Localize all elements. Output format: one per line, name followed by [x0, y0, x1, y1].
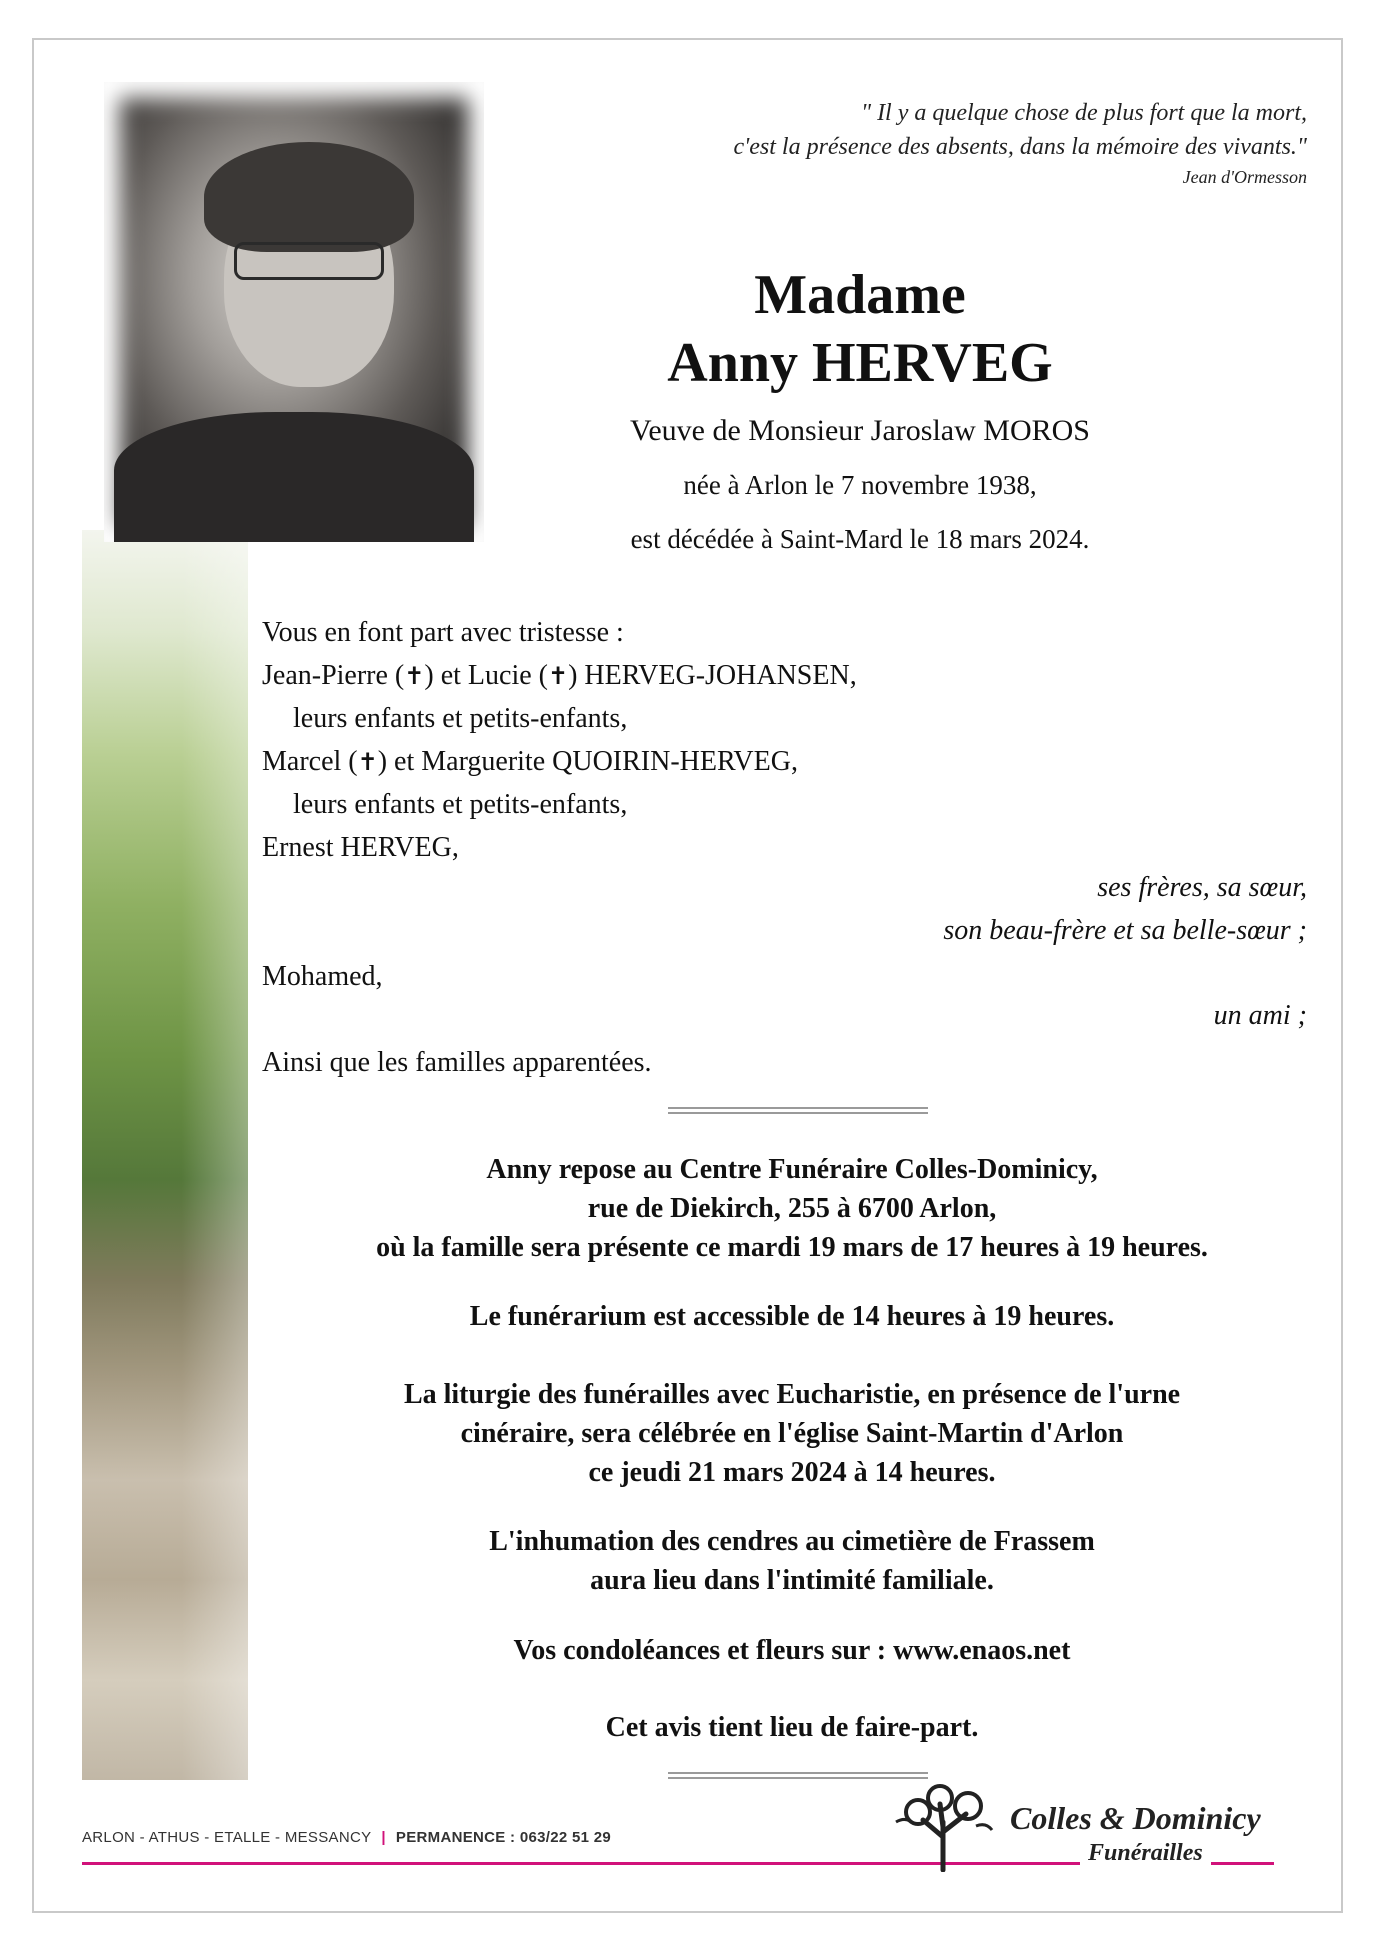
liturgy-details: [262, 1375, 1322, 1492]
viewing-line-3: où la famille sera présente ce mardi 19 mars de 17 heures à 19 heures.: [376, 1232, 1208, 1263]
quote-line-2: c'est la présence des absents, dans la mémoire des vivants.": [733, 134, 1307, 160]
funerarium-hours: Le funérarium est accessible de 14 heures à 19 heures.: [469, 1301, 1115, 1332]
family-line-1-part-a: Jean-Pierre (: [262, 660, 405, 691]
widow-of-line: Veuve de Monsieur Jaroslaw MOROS: [630, 414, 1090, 447]
salutation: Madame: [754, 264, 966, 326]
liturgy-line-1: La liturgie des funérailles avec Eucharistie, en présence de l'urne: [403, 1379, 1181, 1410]
condolences-line: Vos condoléances et fleurs sur : www.enaos.net: [513, 1635, 1071, 1666]
family-line-5: Ernest HERVEG,: [262, 832, 459, 863]
divider: [668, 1107, 928, 1114]
announcement-intro: Vous en font part avec tristesse :: [262, 617, 624, 648]
cross-icon: ✝: [547, 662, 569, 690]
family-line-3-part-a: Marcel (: [262, 746, 358, 777]
burial-details: [262, 1522, 1322, 1600]
relation-line-2: son beau-frère et sa belle-sœur ;: [943, 915, 1307, 946]
forest-path-image: [82, 530, 248, 1780]
permanence-phone: PERMANENCE : 063/22 51 29: [395, 1829, 611, 1846]
burial-line-2: aura lieu dans l'intimité familiale.: [590, 1565, 994, 1596]
portrait-photo: [104, 82, 484, 542]
quote-author: Jean d'Ormesson: [1182, 167, 1307, 187]
burial-line-1: L'inhumation des cendres au cimetière de Frassem: [489, 1526, 1095, 1557]
viewing-details: [262, 1150, 1322, 1267]
family-line-1-part-b: ) et Lucie (: [424, 660, 548, 691]
divider: [668, 1772, 928, 1779]
footer-info: [82, 1829, 611, 1846]
friend-relation: un ami ;: [1213, 1000, 1307, 1031]
liturgy-line-2: cinéraire, sera célébrée en l'église Saint-Martin d'Arlon: [460, 1418, 1124, 1449]
brand-name: Colles & Dominicy: [1010, 1800, 1261, 1836]
family-line-3-part-b: ) et Marguerite QUOIRIN-HERVEG,: [377, 746, 798, 777]
cross-icon: ✝: [357, 748, 378, 776]
notice-line: Cet avis tient lieu de faire-part.: [605, 1712, 979, 1743]
birth-line: née à Arlon le 7 novembre 1938,: [683, 470, 1037, 500]
footer-separator: |: [381, 1829, 386, 1846]
family-line-1: [262, 655, 857, 697]
family-line-3: [262, 741, 798, 783]
closing-line: Ainsi que les familles apparentées.: [262, 1047, 652, 1078]
brand-subtitle: Funérailles: [1080, 1840, 1211, 1867]
family-line-2: leurs enfants et petits-enfants,: [293, 703, 628, 734]
epigraph-quote: [733, 96, 1307, 190]
liturgy-line-3: ce jeudi 21 mars 2024 à 14 heures.: [588, 1457, 996, 1488]
locations-text: ARLON - ATHUS - ETALLE - MESSANCY: [82, 1829, 372, 1846]
death-line: est décédée à Saint-Mard le 18 mars 2024.: [630, 524, 1090, 554]
deceased-name: Anny HERVEG: [667, 332, 1053, 394]
viewing-line-2: rue de Diekirch, 255 à 6700 Arlon,: [587, 1193, 997, 1224]
family-line-4: leurs enfants et petits-enfants,: [293, 789, 628, 820]
cross-icon: ✝: [404, 662, 425, 690]
friend-name: Mohamed,: [262, 961, 383, 992]
quote-line-1: " Il y a quelque chose de plus fort que la mort,: [860, 100, 1307, 126]
viewing-line-1: Anny repose au Centre Funéraire Colles-Dominicy,: [486, 1154, 1098, 1185]
relation-line-1: ses frères, sa sœur,: [1097, 872, 1307, 903]
family-line-1-part-c: ) HERVEG-JOHANSEN,: [568, 660, 857, 691]
tree-logo-icon: [888, 1782, 998, 1872]
